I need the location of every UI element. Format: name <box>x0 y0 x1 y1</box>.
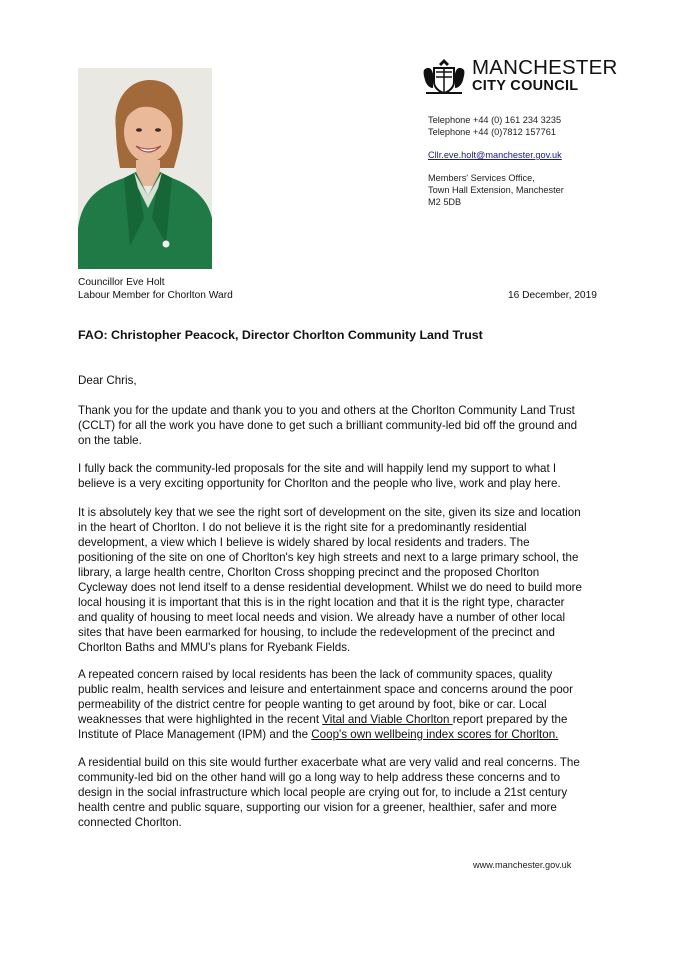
text-line: library, a large health centre, Chorlton Cross shopping precinct and the proposed Chorlton <box>78 566 540 579</box>
text-line: public realm, health services and leisure and entertainment space and concerns around the poor <box>78 683 573 696</box>
text-line: Cycleway does not lend itself to a dense residential development. Whilst we do need to build more <box>78 581 582 594</box>
org-name-line2: CITY COUNCIL <box>472 78 579 94</box>
text-line: permeability of the district centre for people wanting to get around by foot, bike or car. Local <box>78 698 547 711</box>
text-line: health centre and public square, supporting our vision for a greener, healthier, safer and more <box>78 801 557 814</box>
text-line: local housing it is important that this is in the right location and that it is the right type, character <box>78 596 565 609</box>
coop-wellbeing-index-link[interactable]: Coop's own wellbeing index scores for Chorlton. <box>311 728 559 741</box>
text-line: (CCLT) for all the work you have done to get such a brilliant community-led bid off the ground and <box>78 419 578 432</box>
sender-name: Councillor Eve Holt <box>78 277 165 288</box>
text-segment: Institute of Place Management (IPM) and the <box>78 728 312 741</box>
text-line: in the heart of Chorlton. I do not believe it is the right site for a predominantly residential <box>78 521 527 534</box>
org-name-line1: MANCHESTER <box>472 56 618 79</box>
text-segment: report prepared by the <box>452 713 568 726</box>
text-line: design in the social infrastructure which local people are crying out for, to include a 21st century <box>78 786 568 799</box>
letter-date: 16 December, 2019 <box>508 290 597 301</box>
councillor-photo <box>78 68 212 269</box>
text-line: A residential build on this site would further exacerbate what are very valid and real concerns. The <box>78 756 580 769</box>
text-line: believe is a very exciting opportunity for Chorlton and the people who live, work and play here. <box>78 477 561 490</box>
text-line: It is absolutely key that we see the right sort of development on the site, given its size and location <box>78 506 581 519</box>
fao-heading: FAO: Christopher Peacock, Director Chorlton Community Land Trust <box>78 328 483 342</box>
paragraph-3 <box>78 505 603 655</box>
text-line: A repeated concern raised by local residents has been the lack of community spaces, quality <box>78 668 553 681</box>
paragraph-5 <box>78 755 603 830</box>
text-line: Chorlton Baths and MMU's plans for Ryebank Fields. <box>78 641 351 654</box>
vital-and-viable-report-link[interactable]: Vital and Viable Chorlton <box>322 713 453 726</box>
email-link[interactable]: Cllr.eve.holt@manchester.gov.uk <box>428 150 562 160</box>
address-line-3: M2 5DB <box>428 197 462 207</box>
text-line: and quality of housing to meet local needs and vision. We already have a number of other local <box>78 611 566 624</box>
address-line-1: Members' Services Office, <box>428 173 535 183</box>
text-line: on the table. <box>78 434 142 447</box>
text-line <box>78 727 603 742</box>
paragraph-1 <box>78 403 603 448</box>
phone-1: Telephone +44 (0) 161 234 3235 <box>428 115 562 125</box>
text-line: Thank you for the update and thank you to you and others at the Chorlton Community Land Trust <box>78 404 575 417</box>
text-line: connected Chorlton. <box>78 816 182 829</box>
text-line: community-led bid on the other hand will go a long way to help address these concerns and to <box>78 771 561 784</box>
text-line <box>78 712 603 727</box>
manchester-city-council-logo <box>422 56 617 96</box>
paragraph-2 <box>78 461 603 491</box>
paragraph-4 <box>78 667 603 742</box>
text-line: I fully back the community-led proposals for the site and will happily lend my support to what I <box>78 462 557 475</box>
sender-role: Labour Member for Chorlton Ward <box>78 290 233 301</box>
address-line-2: Town Hall Extension, Manchester <box>428 185 564 195</box>
coat-of-arms-icon <box>422 56 466 96</box>
salutation-text: Dear Chris, <box>78 374 137 387</box>
phone-2: Telephone +44 (0)7812 157761 <box>428 127 556 137</box>
footer-website: www.manchester.gov.uk <box>473 860 572 870</box>
salutation <box>78 373 603 388</box>
text-segment: weaknesses that were highlighted in the recent <box>78 713 323 726</box>
text-line: sites that have been earmarked for housing, to include the redevelopment of the precinct and <box>78 626 555 639</box>
text-line: development, a view which I believe is widely shared by local residents and traders. The <box>78 536 530 549</box>
text-line: positioning of the site on one of Chorlton's key high streets and next to a large primary school, the <box>78 551 579 564</box>
